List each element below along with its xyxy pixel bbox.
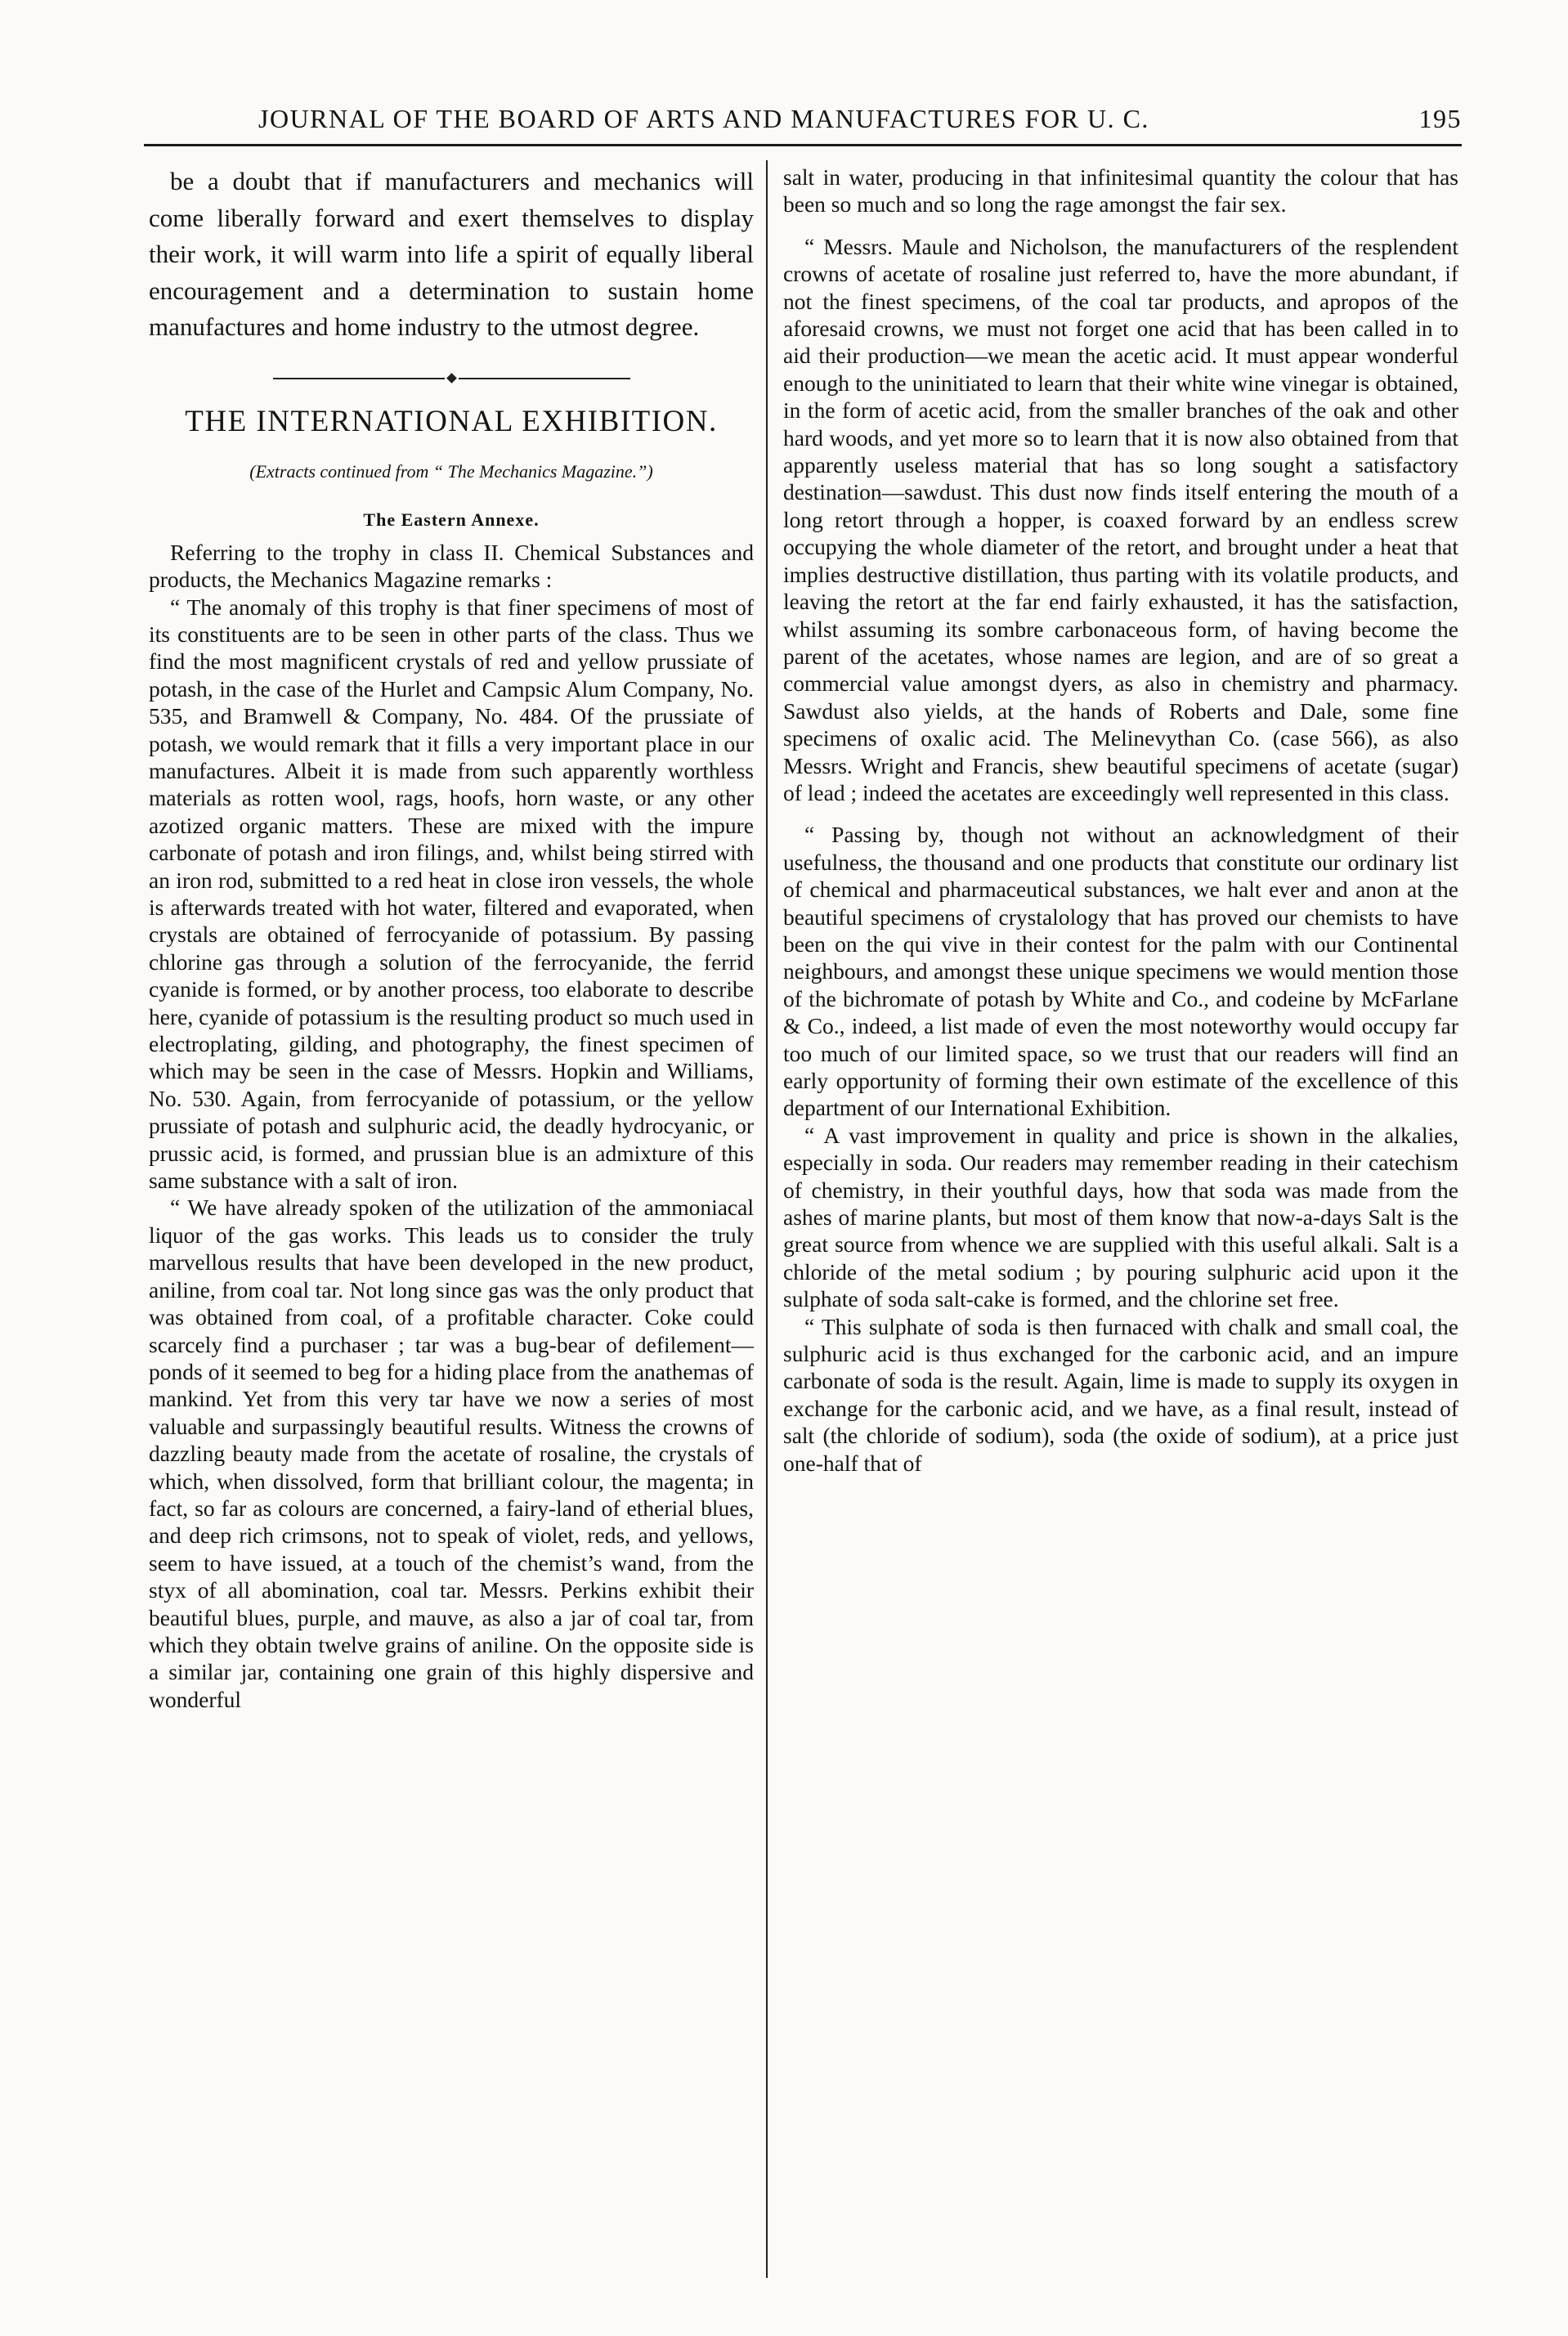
intro-paragraph: be a doubt that if manufacturers and mechanics will come liberally forward and exert themselves to display their work, it will warm into life a spirit of equally liberal encouragement and a determination to sustain home manufactures and home industry to the utmost degree. <box>149 167 754 341</box>
journal-title: JOURNAL OF THE BOARD OF ARTS AND MANUFACTURES FOR U. C. <box>258 104 1149 133</box>
section-heading: The Eastern Annexe. <box>363 509 540 531</box>
paragraph: “ Passing by, though not without an acknowledgment of their usefulness, the thousand and one products that constitute our ordinary list of chemical and pharmaceutical substances, we halt ever and anon at the beautiful specimens of crystalology that has proved our chemists to have been on the qui vive in their contest for the palm with our Continental neighbours, and amongst these unique specimens we would mention those of the bichromate of potash by White and Co., and codeine by McFarlane & Co., indeed, a list made of even the most noteworthy would occupy far too much of our limited space, so we trust that our readers will find an early opportunity of forming their own estimate of the excellence of this department of our International Exhibition. <box>783 822 1458 1121</box>
column-divider <box>766 160 768 2278</box>
paragraph: “ We have already spoken of the utilization of the ammoniacal liquor of the gas works. This leads us to consider the truly marvellous results that have been developed in the new product, aniline, from coal tar. Not long since gas was the only product that was obtained from coal, of a profitable character. Coke could scarcely find a purchaser ; tar was a bug-bear of defilement—ponds of it seemed to beg for a hiding place from the anathemas of mankind. Yet from this very tar have we now a series of most valuable and surpassingly beautiful results. Witness the crowns of dazzling beauty made from the acetate of rosaline, the crystals of which, when dissolved, form that brilliant colour, the magenta; in fact, so far as colours are concerned, a fairy-land of etherial blues, and deep rich crimsons, not to speak of violet, reds, and yellows, seem to have issued, at a touch of the chemist’s wand, from the styx of all abomination, coal tar. Messrs. Perkins exhibit their beautiful blues, purple, and mauve, as also a jar of coal tar, from which they obtain twelve grains of aniline. On the opposite side is a similar jar, containing one grain of this highly dispersive and wonderful <box>149 1195 754 1712</box>
paragraph: Referring to the trophy in class II. Chemical Substances and products, the Mechanics Magazine remarks : <box>149 539 754 593</box>
section-ornament <box>149 374 754 383</box>
paragraph: “ The anomaly of this trophy is that finer specimens of most of its constituents are to be seen in other parts of the class. Thus we find the most magnificent crystals of red and yellow prussiate of potash, in the case of the Hurlet and Campsic Alum Company, No. 535, and Bramwell & Company, No. 484. Of the prussiate of potash, we would remark that it fills a very important place in our manufactures. Albeit it is made from such apparently worthless materials as rotten wool, rags, hoofs, horn waste, or any other azotized organic matters. These are mixed with the impure carbonate of potash and iron filings, and, whilst being stirred with an iron rod, submitted to a red heat in close iron vessels, the whole is afterwards treated with hot water, filtered and evaporated, when crystals are obtained of ferrocyanide of potassium. By passing chlorine gas through a solution of the ferrocyanide, the ferrid cyanide is formed, or by another process, too elaborate to describe here, cyanide of potassium is the resulting product so much used in electroplating, gilding, and photography, the finest specimen of which may be seen in the case of Messrs. Hopkin and Williams, No. 530. Again, from ferrocyanide of potassium, or the yellow prussiate of potash and sulphuric acid, the deadly hydrocyanic, or prussic acid, is formed, and prussian blue is an admixture of this same substance with a salt of iron. <box>149 594 754 1194</box>
header-rule <box>144 144 1462 146</box>
article-subtitle: (Extracts continued from “ The Mechanics Magazine.”) <box>249 460 653 482</box>
left-column <box>149 164 754 1713</box>
paragraph: salt in water, producing in that infinitesimal quantity the colour that has been so much and so long the rage amongst the fair sex. <box>783 164 1458 217</box>
page-number: 195 <box>1418 104 1462 133</box>
running-header <box>258 92 1462 134</box>
paragraph: “ This sulphate of soda is then furnaced with chalk and small coal, the sulphuric acid is thus exchanged for the carbonic acid, and an impure carbonate of soda is the result. Again, lime is made to supply its oxygen in exchange for the carbonic acid, and we have, as a final result, instead of salt (the chloride of sodium), soda (the oxide of sodium), at a price just one-half that of <box>783 1313 1458 1476</box>
diamond-ornament-icon <box>446 373 457 383</box>
right-column <box>783 164 1458 1477</box>
article-title: THE INTERNATIONAL EXHIBITION. <box>185 404 718 438</box>
paragraph: “ Messrs. Maule and Nicholson, the manufacturers of the resplendent crowns of acetate of rosaline just referred to, have the more abundant, if not the finest specimens, of the coal tar products, and apropos of the aforesaid crowns, we must not forget one acid that has been called in to aid their production—we mean the acetic acid. It must appear wonderful enough to the uninitiated to learn that their white wine vinegar is obtained, in the form of acetic acid, from the smaller branches of the oak and other hard woods, and yet more so to learn that it is now also obtained from that apparently useless material that has so long sought a satisfactory destination—sawdust. This dust now finds itself entering the mouth of a long retort through a hopper, is coaxed forward by an endless screw occupying the whole diameter of the retort, and brought under a heat that implies destructive distillation, thus parting with its volatile products, and leaving the retort at the far end fairly exhausted, it has the satisfaction, whilst assuming its sombre carbonaceous form, of having become the parent of the acetates, whose names are legion, and are of so great a commercial value amongst dyers, as also in chemistry and pharmacy. Sawdust also yields, at the hands of Roberts and Dale, some fine specimens of oxalic acid. The Melinevythan Co. (case 566), as also Messrs. Wright and Francis, shew beautiful specimens of acetate (sugar) of lead ; indeed the acetates are exceedingly well represented in this class. <box>783 233 1458 805</box>
paragraph: “ A vast improvement in quality and price is shown in the alkalies, especially in soda. Our readers may remember reading in their catechism of chemistry, in their youthful days, how that soda was made from the ashes of marine plants, but most of them know that now-a-days Salt is the great source from whence we are supplied with this useful alkali. Salt is a chloride of the metal sodium ; by pouring sulphuric acid upon it the sulphate of soda salt-cake is formed, and the chlorine set free. <box>783 1122 1458 1312</box>
